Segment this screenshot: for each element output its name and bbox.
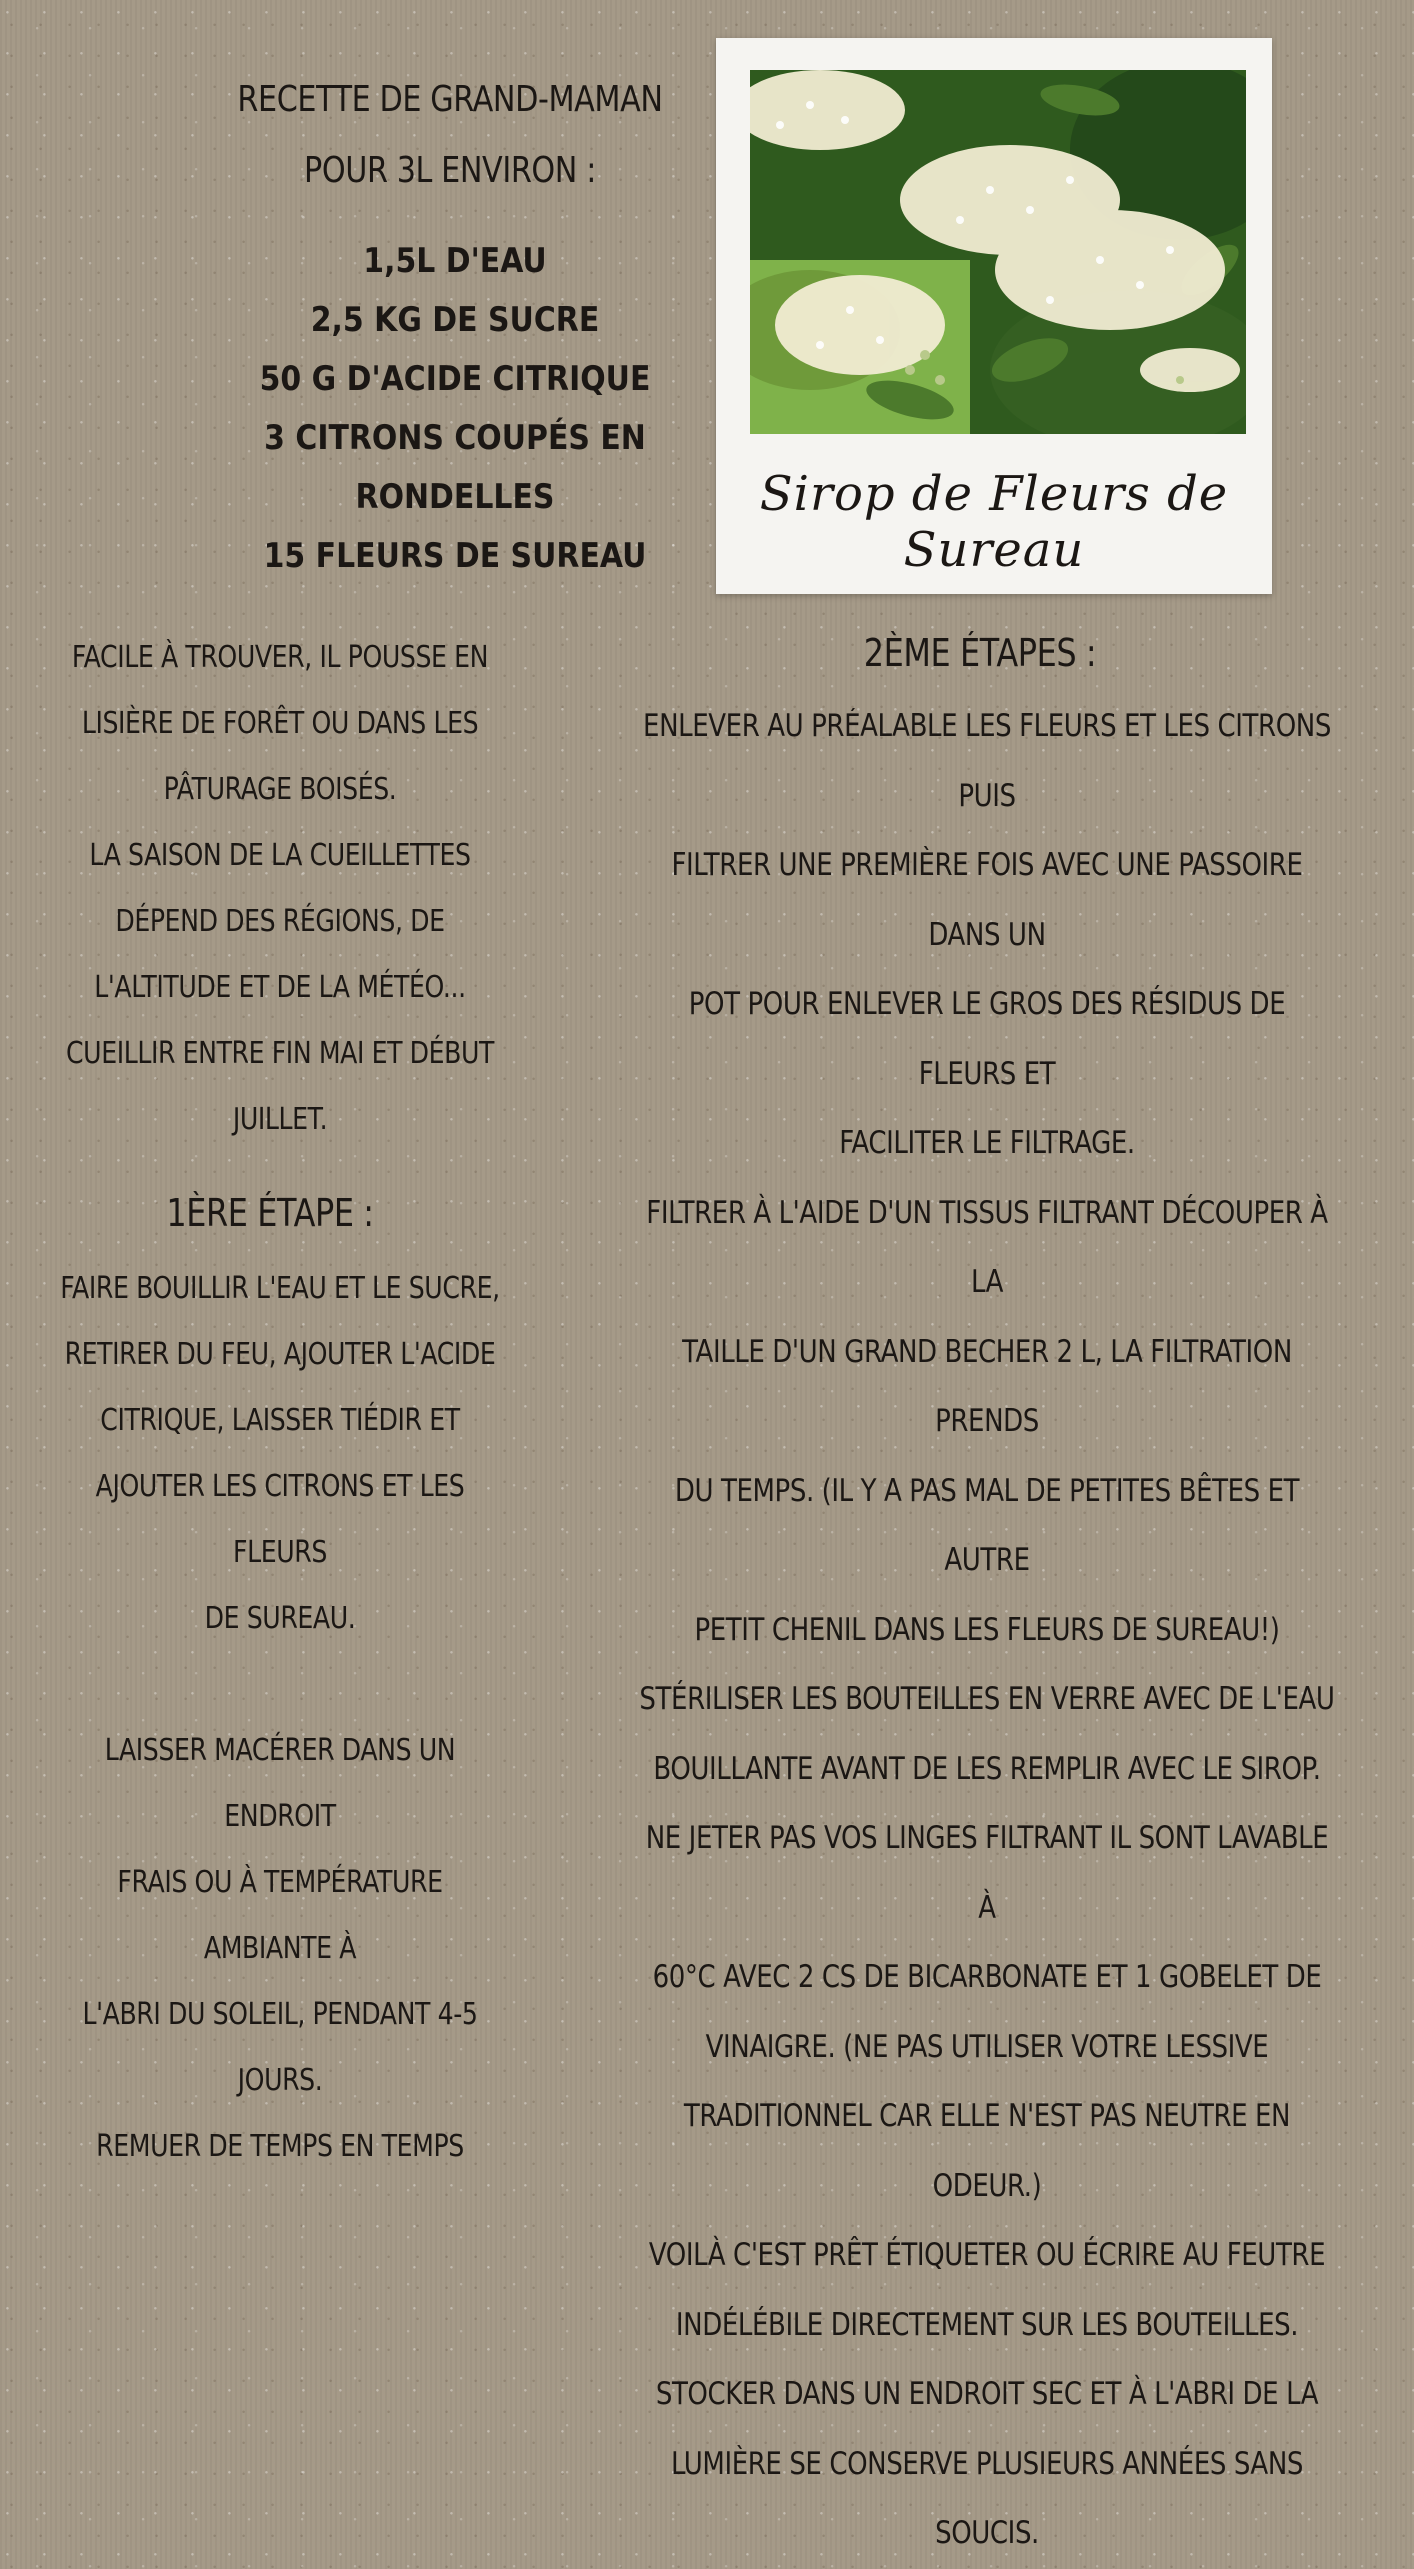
step2-line: PETIT CHENIL DANS LES FLEURS DE SUREAU!) bbox=[694, 1611, 1280, 1648]
harvest-line: CUEILLIR ENTRE FIN MAI ET DÉBUT bbox=[65, 1036, 495, 1071]
elderflower-illustration bbox=[750, 70, 1246, 434]
step2-line: NE JETER PAS VOS LINGES FILTRANT IL SONT LAVABLE À bbox=[645, 1820, 1329, 1926]
step1-line: LAISSER MACÉRER DANS UN ENDROIT bbox=[104, 1733, 456, 1834]
step2-line: POT POUR ENLEVER LE GROS DES RÉSIDUS DE FLEURS ET bbox=[688, 986, 1286, 1092]
step1-instructions bbox=[53, 1256, 507, 2180]
step1-spacer bbox=[53, 1652, 507, 1718]
step1-line: FAIRE BOUILLIR L'EAU ET LE SUCRE, bbox=[60, 1271, 500, 1306]
harvest-line: FACILE À TROUVER, IL POUSSE EN bbox=[71, 640, 489, 675]
step2-line: BOUILLANTE AVANT DE LES REMPLIR AVEC LE SIROP. bbox=[653, 1750, 1321, 1787]
harvest-line: LA SAISON DE LA CUEILLETTES bbox=[89, 838, 471, 873]
harvest-line: PÂTURAGE BOISÉS. bbox=[163, 772, 397, 807]
step2-line: STOCKER DANS UN ENDROIT SEC ET À L'ABRI DE LA bbox=[655, 2376, 1319, 2412]
step2-line: TAILLE D'UN GRAND BECHER 2 L, LA FILTRATION PRENDS bbox=[682, 1333, 1292, 1439]
step2-line: STÉRILISER LES BOUTEILLES EN VERRE AVEC DE L'EAU bbox=[639, 1681, 1335, 1717]
step2-line: VOILÀ C'EST PRÊT ÉTIQUETER OU ÉCRIRE AU FEUTRE bbox=[648, 2237, 1326, 2273]
harvest-line: L'ALTITUDE ET DE LA MÉTÉO... bbox=[94, 970, 466, 1005]
harvest-line: LISIÈRE DE FORÊT OU DANS LES bbox=[81, 706, 479, 741]
step2-line: ENLEVER AU PRÉALABLE LES FLEURS ET LES CITRONS PUIS bbox=[643, 708, 1331, 814]
step2-line: TRADITIONNEL CAR ELLE N'EST PAS NEUTRE EN ODEUR.) bbox=[683, 2098, 1291, 2204]
step2-line: DU TEMPS. (IL Y A PAS MAL DE PETITES BÊTES ET AUTRE bbox=[674, 1472, 1300, 1578]
ingredient-item: 1,5L D'EAU bbox=[363, 241, 547, 281]
step2-line: FILTRER À L'AIDE D'UN TISSUS FILTRANT DÉCOUPER À LA bbox=[646, 1194, 1328, 1300]
recipe-yield: POUR 3L ENVIRON : bbox=[304, 150, 596, 191]
polaroid-frame bbox=[716, 38, 1272, 594]
step1-line: CITRIQUE, LAISSER TIÉDIR ET bbox=[100, 1403, 460, 1438]
recipe-title: RECETTE DE GRAND-MAMAN bbox=[237, 79, 663, 120]
recipe-header bbox=[223, 72, 677, 206]
step1-line: RETIRER DU FEU, AJOUTER L'ACIDE bbox=[64, 1337, 496, 1372]
harvest-line: DÉPEND DES RÉGIONS, DE bbox=[115, 904, 445, 939]
step2-line: LUMIÈRE SE CONSERVE PLUSIEURS ANNÉES SANS SOUCIS. bbox=[670, 2445, 1303, 2551]
step1-title: 1ÈRE ÉTAPE : bbox=[166, 1191, 374, 1235]
step2-line: INDÉLÉBILE DIRECTEMENT SUR LES BOUTEILLES. bbox=[675, 2306, 1299, 2343]
ingredient-list bbox=[175, 232, 735, 586]
harvest-line: JUILLET. bbox=[232, 1102, 328, 1137]
step2-line: VINAIGRE. (NE PAS UTILISER VOTRE LESSIVE bbox=[705, 2028, 1269, 2065]
photo-caption: Sirop de Fleurs de Sureau bbox=[759, 466, 1229, 578]
step2-line: FILTRER UNE PREMIÈRE FOIS AVEC UNE PASSOIRE DANS UN bbox=[671, 847, 1303, 953]
step2-line: 60°C AVEC 2 CS DE BICARBONATE ET 1 GOBELET DE bbox=[652, 1959, 1322, 1995]
ingredient-item: 2,5 KG DE SUCRE bbox=[310, 300, 600, 340]
step1-line: FRAIS OU À TEMPÉRATURE AMBIANTE À bbox=[117, 1865, 443, 1966]
step1-line: L'ABRI DU SOLEIL, PENDANT 4-5 bbox=[82, 1997, 478, 2032]
step2-title: 2ÈME ÉTAPES : bbox=[863, 631, 1097, 675]
step1-line: DE SUREAU. bbox=[204, 1601, 356, 1636]
step1-line: JOURS. bbox=[237, 2063, 323, 2098]
ingredient-item: 50 G D'ACIDE CITRIQUE bbox=[259, 359, 651, 399]
step1-line: AJOUTER LES CITRONS ET LES FLEURS bbox=[95, 1469, 465, 1570]
elderflower-photo bbox=[750, 70, 1246, 434]
ingredient-item: 15 FLEURS DE SUREAU bbox=[263, 536, 647, 576]
harvest-info bbox=[53, 625, 507, 1153]
ingredient-item: RONDELLES bbox=[355, 477, 555, 517]
step2-line: FACILITER LE FILTRAGE. bbox=[839, 1125, 1135, 1161]
step2-instructions bbox=[638, 692, 1335, 2569]
step1-line: REMUER DE TEMPS EN TEMPS bbox=[96, 2129, 464, 2164]
ingredient-item: 3 CITRONS COUPÉS EN bbox=[264, 418, 646, 458]
